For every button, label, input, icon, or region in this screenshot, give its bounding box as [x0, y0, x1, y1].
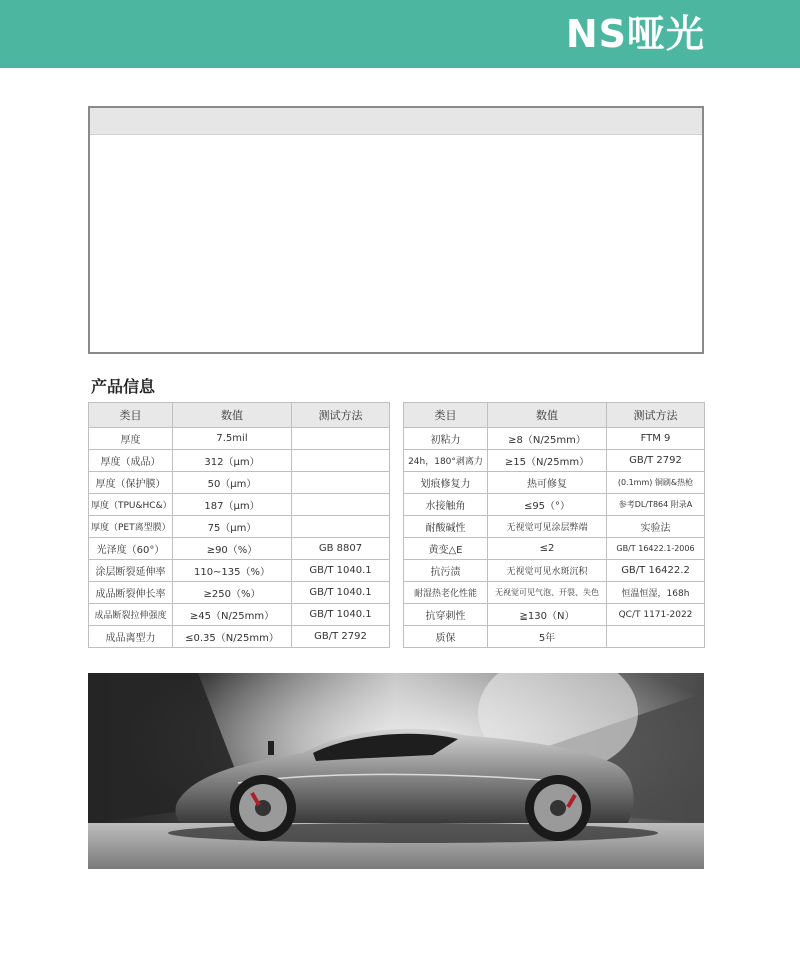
cell-value: 75（μm） [173, 516, 292, 538]
table-row [89, 626, 390, 648]
cell-method [292, 428, 390, 450]
cell-method: GB/T 1040.1 [292, 582, 390, 604]
table-row [404, 582, 705, 604]
cell-category: 质保 [404, 626, 488, 648]
table-row [404, 538, 705, 560]
cell-method: 实验法 [607, 516, 705, 538]
spec-table-right [403, 402, 705, 648]
cell-category: 划痕修复力 [404, 472, 488, 494]
column-header: 类目 [404, 403, 488, 428]
cell-method: (0.1mm) 铜刷&热枪 [607, 472, 705, 494]
cell-value: ≤0.35（N/25mm） [173, 626, 292, 648]
cell-category: 厚度 [89, 428, 173, 450]
cell-method: GB/T 2792 [607, 450, 705, 472]
table-row [89, 582, 390, 604]
cell-value: 无视觉可见水斑沉积 [488, 560, 607, 582]
table-row [89, 538, 390, 560]
cell-category: 黄变△E [404, 538, 488, 560]
table-row [89, 494, 390, 516]
column-header: 测试方法 [607, 403, 705, 428]
spec-table-left [88, 402, 390, 648]
cell-category: 初粘力 [404, 428, 488, 450]
cell-method: QC/T 1171-2022 [607, 604, 705, 626]
table-row [89, 560, 390, 582]
cell-category: 水接触角 [404, 494, 488, 516]
cell-value: 无视觉可见涂层弊端 [488, 516, 607, 538]
cell-method: GB/T 1040.1 [292, 560, 390, 582]
table-row [404, 428, 705, 450]
cell-category: 厚度（TPU&HC&） [89, 494, 173, 516]
cell-value: 热可修复 [488, 472, 607, 494]
cell-value: ≤2 [488, 538, 607, 560]
section-title: 产品信息 [91, 377, 156, 396]
cell-category: 涂层断裂延伸率 [89, 560, 173, 582]
cell-value: 无视觉可见气泡、开裂、失色 [488, 582, 607, 604]
table-row [89, 472, 390, 494]
table-row [404, 626, 705, 648]
table-header-row [404, 403, 705, 428]
cell-value: ≥90（%） [173, 538, 292, 560]
cell-category: 耐湿热老化性能 [404, 582, 488, 604]
info-panel-header [90, 108, 702, 135]
cell-value: 5年 [488, 626, 607, 648]
cell-value: ≧130（N） [488, 604, 607, 626]
cell-value: 50（μm） [173, 472, 292, 494]
table-row [404, 516, 705, 538]
table-row [89, 516, 390, 538]
cell-method: GB/T 2792 [292, 626, 390, 648]
cell-method [292, 494, 390, 516]
column-header: 数值 [488, 403, 607, 428]
cell-method [292, 516, 390, 538]
cell-value: ≤95（°） [488, 494, 607, 516]
cell-category: 耐酸碱性 [404, 516, 488, 538]
table-row [89, 428, 390, 450]
table-row [404, 560, 705, 582]
cell-category: 厚度（成品） [89, 450, 173, 472]
cell-method [292, 450, 390, 472]
cell-value: ≥15（N/25mm） [488, 450, 607, 472]
cell-method: GB/T 16422.1-2006 [607, 538, 705, 560]
table-row [404, 450, 705, 472]
table-row [404, 472, 705, 494]
cell-category: 抗穿刺性 [404, 604, 488, 626]
cell-category: 成品断裂拉伸强度 [89, 604, 173, 626]
cell-method [292, 472, 390, 494]
cell-category: 厚度（保护膜） [89, 472, 173, 494]
table-row [404, 604, 705, 626]
supercar-image [88, 673, 704, 869]
cell-method [607, 626, 705, 648]
column-header: 类目 [89, 403, 173, 428]
cell-value: 7.5mil [173, 428, 292, 450]
cell-value: ≥45（N/25mm） [173, 604, 292, 626]
cell-category: 厚度（PET离型膜） [89, 516, 173, 538]
cell-category: 成品离型力 [89, 626, 173, 648]
cell-category: 抗污渍 [404, 560, 488, 582]
cell-method: FTM 9 [607, 428, 705, 450]
cell-value: ≥8（N/25mm） [488, 428, 607, 450]
info-panel [88, 106, 704, 354]
cell-value: ≥250（%） [173, 582, 292, 604]
cell-method: GB/T 1040.1 [292, 604, 390, 626]
table-row [89, 450, 390, 472]
cell-value: 312（μm） [173, 450, 292, 472]
cell-value: 110~135（%） [173, 560, 292, 582]
cell-value: 187（μm） [173, 494, 292, 516]
cell-category: 成品断裂伸长率 [89, 582, 173, 604]
table-row [89, 604, 390, 626]
cell-method: GB/T 16422.2 [607, 560, 705, 582]
table-header-row [89, 403, 390, 428]
cell-category: 光泽度（60°） [89, 538, 173, 560]
page-title: NS哑光 [565, 12, 705, 56]
table-row [404, 494, 705, 516]
cell-method: 参考DL/T864 附录A [607, 494, 705, 516]
cell-method: 恒温恒湿，168h [607, 582, 705, 604]
car-photo [88, 673, 704, 869]
column-header: 数值 [173, 403, 292, 428]
cell-method: GB 8807 [292, 538, 390, 560]
cell-category: 24h，180°剥离力 [404, 450, 488, 472]
header-banner [0, 0, 800, 68]
column-header: 测试方法 [292, 403, 390, 428]
